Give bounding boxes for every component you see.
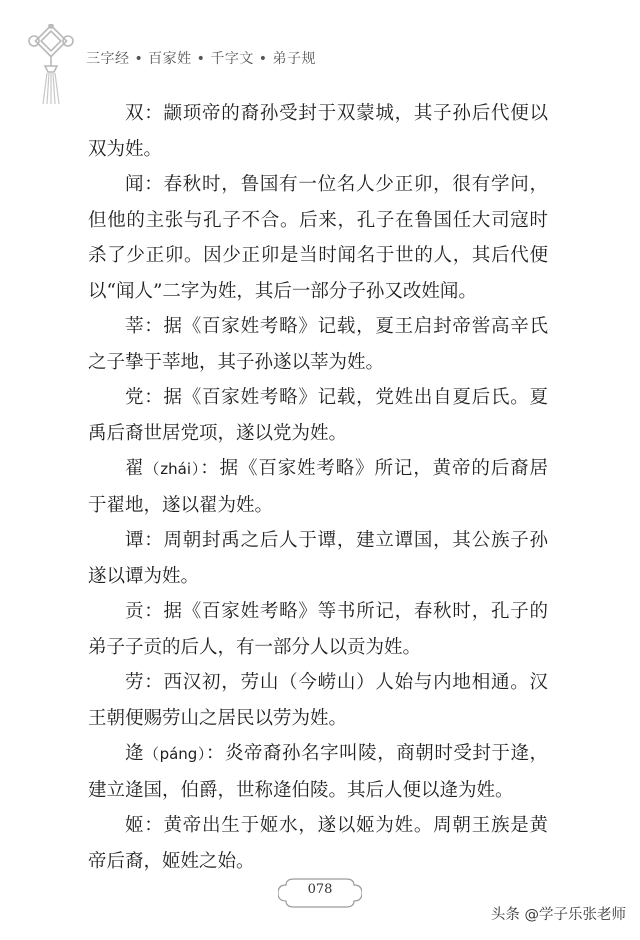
surname-term: 贡 xyxy=(125,601,145,622)
surname-entry-ji xyxy=(88,808,548,879)
surname-description: ：西汉初，劳山（今崂山）人始与内地相通。汉王朝便赐劳山之居民以劳为姓。 xyxy=(88,672,548,729)
page-body xyxy=(88,96,548,879)
surname-term: 闻 xyxy=(125,174,145,195)
page-number: 078 xyxy=(307,882,333,897)
surname-entry-dang xyxy=(88,380,548,451)
running-header: 三字经 • 百家姓 • 千字文 • 弟子规 xyxy=(86,51,316,67)
surname-entry-tan xyxy=(88,523,548,594)
surname-entry-gong xyxy=(88,594,548,665)
surname-entry-wen xyxy=(88,167,548,309)
surname-term: 谭 xyxy=(125,530,145,551)
watermark-text: 头条 @学子乐张老师 xyxy=(490,907,626,923)
surname-description: ：颛顼帝的裔孙受封于双蒙城，其子孙后代便以双为姓。 xyxy=(88,103,548,160)
surname-term: 劳 xyxy=(125,672,145,693)
surname-description: ：据《百家姓考略》记载，夏王启封帝喾高辛氏之子挚于莘地，其子孙遂以莘为姓。 xyxy=(88,316,548,373)
surname-entry-shuang xyxy=(88,96,548,167)
surname-pinyin: （zhái） xyxy=(144,460,201,478)
surname-term: 莘 xyxy=(125,316,145,337)
surname-term: 党 xyxy=(125,387,145,408)
surname-description: ：黄帝出生于姬水，遂以姬为姓。周朝王族是黄帝后裔，姬姓之始。 xyxy=(88,815,548,872)
surname-entry-pang xyxy=(88,736,548,808)
surname-entry-lao xyxy=(88,665,548,736)
surname-description: ：据《百家姓考略》等书所记，春秋时，孔子的弟子子贡的后人，有一部分人以贡为姓。 xyxy=(88,601,548,658)
surname-entry-zhai xyxy=(88,451,548,523)
surname-pinyin: （páng） xyxy=(144,745,206,763)
surname-entry-shen xyxy=(88,309,548,380)
surname-description: ：据《百家姓考略》记载，党姓出自夏后氏。夏禹后裔世居党项，遂以党为姓。 xyxy=(88,387,548,444)
surname-term: 姬 xyxy=(125,815,145,836)
surname-description: ：炎帝裔孙名字叫陵，商朝时受封于逄，建立逄国，伯爵，世称逄伯陵。其后人便以逄为姓。 xyxy=(88,743,548,801)
surname-description: ：据《百家姓考略》所记，黄帝的后裔居于翟地，遂以翟为姓。 xyxy=(88,458,548,516)
surname-term: 双 xyxy=(125,103,145,124)
chinese-knot-ornament xyxy=(26,24,78,106)
surname-description: ：春秋时，鲁国有一位名人少正卯，很有学问，但他的主张与孔子不合。后来，孔子在鲁国任大司寇时杀了少正卯。因少正卯是当时闻名于世的人，其后代便以“闻人”二字为姓，其后一部分子孙又改姓闻。 xyxy=(88,174,548,302)
surname-description: ：周朝封禹之后人于谭，建立谭国，其公族子孙遂以谭为姓。 xyxy=(88,530,548,587)
surname-term: 翟 xyxy=(125,458,145,479)
surname-term: 逄 xyxy=(125,743,145,764)
